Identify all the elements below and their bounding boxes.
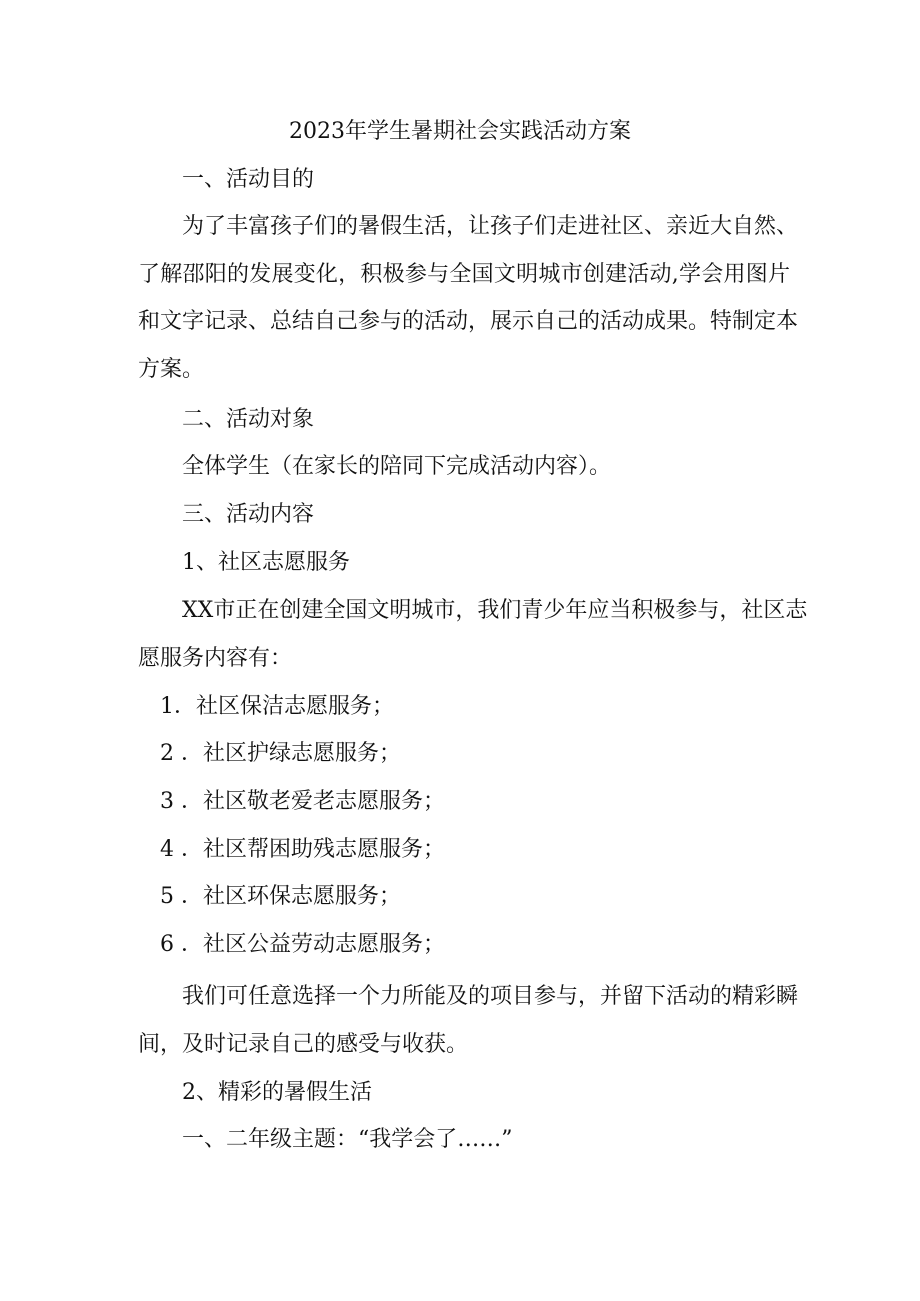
list-item: 5 ．社区环保志愿服务； <box>160 884 401 909</box>
paragraph-line: 和文字记录、总结自己参与的活动，展示自己的活动成果。特制定本 <box>138 309 799 334</box>
paragraph-line: 间，及时记录自己的感受与收获。 <box>138 1032 469 1057</box>
target-text: 全体学生（在家长的陪同下完成活动内容）。 <box>182 454 612 479</box>
document-title: 2023年学生暑期社会实践活动方案 <box>289 119 631 144</box>
paragraph-line: XX市正在创建全国文明城市，我们青少年应当积极参与，社区志 <box>182 598 808 623</box>
paragraph-line: 了解邵阳的发展变化，积极参与全国文明城市创建活动,学会用图片 <box>138 262 790 287</box>
section-heading-content: 三、活动内容 <box>182 502 315 527</box>
subsection-heading-volunteer: 1、社区志愿服务 <box>182 550 350 575</box>
paragraph-line: 为了丰富孩子们的暑假生活，让孩子们走进社区、亲近大自然、 <box>182 214 799 239</box>
list-item: 6 ．社区公益劳动志愿服务； <box>160 932 445 957</box>
subsection-heading-summer: 2、精彩的暑假生活 <box>182 1080 372 1105</box>
list-item: 1．社区保洁志愿服务； <box>160 694 394 719</box>
paragraph-line: 愿服务内容有： <box>138 646 293 671</box>
section-heading-target: 二、活动对象 <box>182 407 315 432</box>
paragraph-line: 我们可任意选择一个力所能及的项目参与，并留下活动的精彩瞬 <box>182 984 799 1009</box>
theme-line: 一、二年级主题：“我学会了……” <box>182 1127 513 1152</box>
paragraph-line: 方案。 <box>138 357 205 382</box>
list-item: 4 ．社区帮困助残志愿服务； <box>160 837 445 862</box>
list-item: 2 ．社区护绿志愿服务； <box>160 741 401 766</box>
section-heading-purpose: 一、活动目的 <box>182 167 315 192</box>
list-item: 3 ．社区敬老爱老志愿服务； <box>160 789 445 814</box>
